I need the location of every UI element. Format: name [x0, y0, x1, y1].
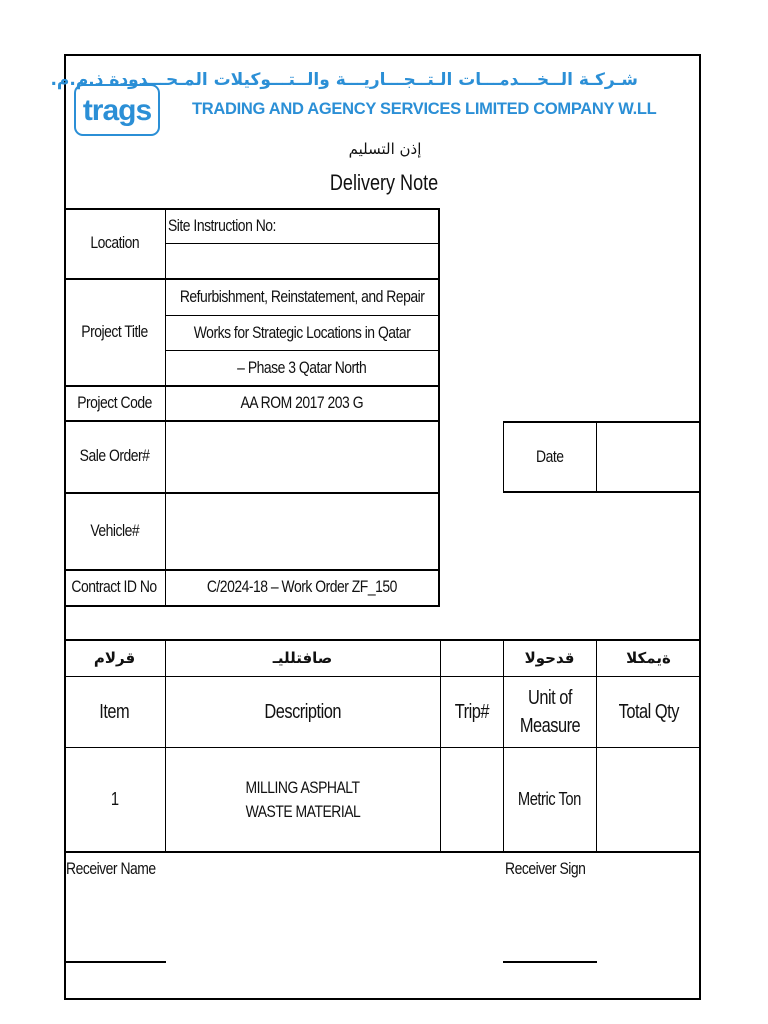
date-label: Date — [535, 447, 564, 466]
receiver-sign-label: Receiver Sign — [505, 859, 586, 878]
project-title-line-1: Refurbishment, Reinstatement, and Repair — [179, 286, 425, 306]
site-instruction-label: Site Instruction No: — [168, 215, 276, 235]
company-name-arabic: شـركـة الــخـــدمـــات الـتــجـــاريـــة والــتـــوكيلات المـحـــدودة ذ.م.م. — [50, 70, 638, 90]
header-ar-item: قرلام — [93, 649, 136, 667]
logo-text: trags — [82, 94, 152, 127]
project-title-line-2: Works for Strategic Locations in Qatar — [193, 322, 411, 342]
sale-order-label: Sale Order# — [79, 446, 150, 465]
contract-id-value: C/2024-18 – Work Order ZF_150 — [206, 577, 398, 596]
vehicle-value — [165, 492, 439, 569]
row-item: 1 — [110, 789, 119, 809]
header-unit: Unit of Measure — [519, 687, 580, 737]
document-title-arabic: إذن التسليم — [348, 140, 422, 158]
project-title-line-3: – Phase 3 Qatar North — [237, 357, 367, 377]
company-name-english: TRADING AND AGENCY SERVICES LIMITED COMPANY W.LL — [192, 100, 657, 118]
date-value — [597, 421, 701, 493]
header-item: Item — [99, 700, 130, 723]
vehicle-label: Vehicle# — [90, 520, 139, 540]
location-label: Location — [90, 233, 139, 252]
sale-order-value — [165, 420, 439, 492]
company-logo — [74, 82, 160, 138]
receiver-name-label: Receiver Name — [66, 859, 156, 878]
row-description-line-1: MILLING ASPHALT — [245, 777, 360, 797]
project-title-label: Project Title — [81, 321, 148, 341]
header-total-qty: Total Qty — [618, 700, 679, 723]
row-divider — [64, 605, 440, 607]
receiver-sign-line — [503, 961, 597, 963]
row-unit: Metric Ton — [518, 789, 581, 809]
row-description — [165, 748, 440, 851]
document-title: Delivery Note — [329, 170, 439, 195]
row-divider — [64, 851, 701, 853]
header-ar-description: صافتلليـ — [272, 649, 333, 667]
header-ar-unit: قدحولا — [524, 649, 575, 667]
row-description-line-2: WASTE MATERIAL — [245, 801, 360, 821]
contract-id-label: Contract ID No — [71, 577, 158, 596]
row-total-qty — [596, 748, 701, 851]
header-trip: Trip# — [454, 700, 489, 723]
header-ar-trip — [440, 640, 503, 676]
row-trip — [440, 748, 503, 851]
project-code-value: AA ROM 2017 203 G — [240, 392, 364, 412]
site-instruction-value — [168, 243, 438, 278]
receiver-name-line — [64, 961, 166, 963]
project-code-label: Project Code — [77, 392, 152, 412]
header-ar-total: ةيمكلا — [626, 649, 671, 667]
header-description: Description — [264, 700, 341, 723]
